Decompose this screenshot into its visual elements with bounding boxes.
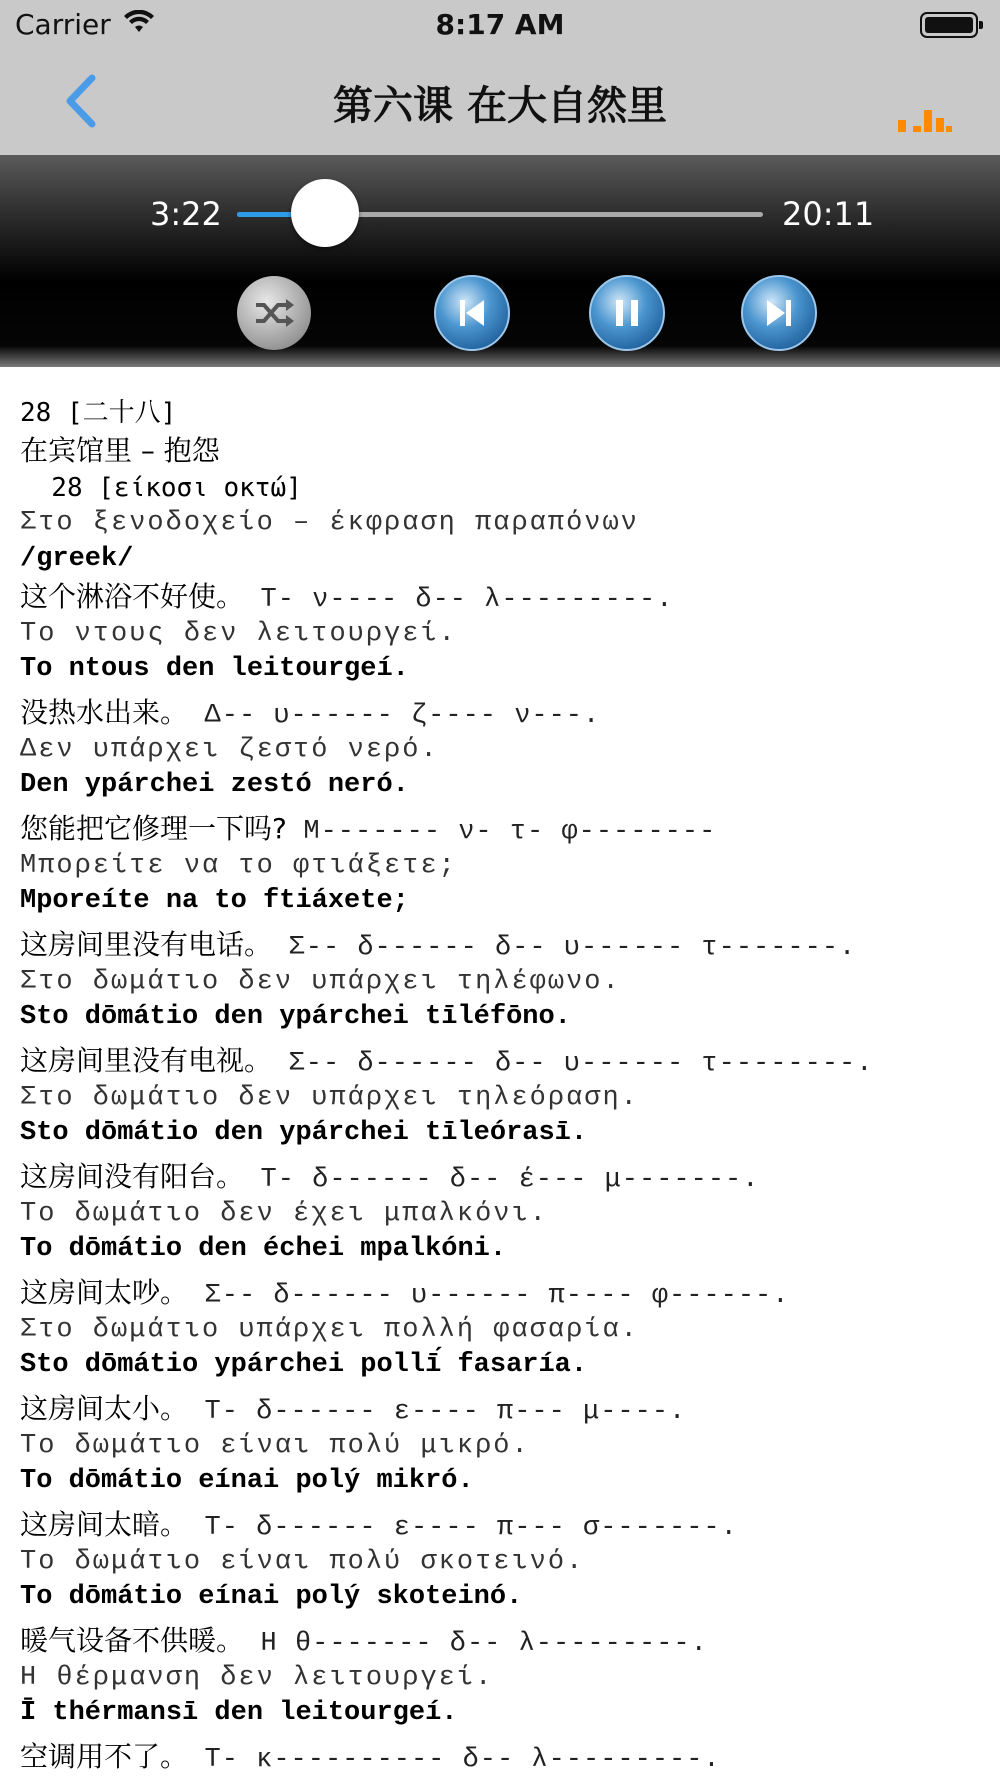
sentence-hint: Τ- κ---------- δ-- λ---------. bbox=[204, 1745, 721, 1775]
sentence-latin: To ntous den leitourgeí. bbox=[20, 654, 409, 684]
previous-button[interactable] bbox=[434, 275, 510, 351]
sentence-latin: To dōmátio eínai polý skoteinó. bbox=[20, 1582, 523, 1612]
sentence-chinese: 您能把它修理一下吗? bbox=[20, 812, 287, 845]
sentence-block bbox=[20, 1737, 990, 1777]
sentence-block bbox=[20, 693, 990, 809]
lesson-text bbox=[20, 394, 990, 1777]
elapsed-time: 3:22 bbox=[150, 195, 222, 233]
sentence-latin: Sto dōmátio den ypárchei tīléfōno. bbox=[20, 1002, 571, 1032]
sentence-latin: Ī thérmansī den leitourgeí. bbox=[20, 1698, 458, 1728]
sentence-latin: Den ypárchei zestó neró. bbox=[20, 770, 409, 800]
script-label: /greek/ bbox=[20, 544, 134, 574]
slider-thumb[interactable] bbox=[291, 179, 359, 247]
sentence-row bbox=[20, 1389, 990, 1429]
sentence-chinese: 暖气设备不供暖。 bbox=[20, 1624, 245, 1657]
sentence-greek: Στο δωμάτιο δεν υπάρχει τηλεόραση. bbox=[20, 1083, 639, 1113]
sentence-chinese: 这房间太吵。 bbox=[20, 1276, 189, 1309]
sentence-greek: Στο δωμάτιο υπάρχει πολλή φασαρία. bbox=[20, 1315, 639, 1345]
sentence-latin: Mporeíte na to ftiáxete; bbox=[20, 886, 409, 916]
sentence-row bbox=[20, 1157, 990, 1197]
sentence-hint: Μ------- ν- τ- φ-------- bbox=[303, 817, 717, 847]
sentence-greek: Μπορείτε να το φτιάξετε; bbox=[20, 851, 457, 881]
sentence-row bbox=[20, 577, 990, 617]
sentence-chinese: 这房间里没有电话。 bbox=[20, 928, 273, 961]
sentence-hint: Σ-- δ------ δ-- υ------ τ-------. bbox=[288, 933, 857, 963]
lesson-number-greek: 28 [είκοσι οκτώ] bbox=[20, 473, 302, 503]
top-bar bbox=[0, 0, 1000, 155]
page-title: 第六课 在大自然里 bbox=[333, 83, 667, 129]
sentence-row bbox=[20, 925, 990, 965]
sentence-latin: To dōmátio eínai polý mikró. bbox=[20, 1466, 474, 1496]
audio-player bbox=[0, 155, 1000, 367]
sentence-block bbox=[20, 1389, 990, 1505]
sentence-block bbox=[20, 925, 990, 1041]
lesson-title-greek: Στο ξενοδοχείο – έκφραση παραπόνων bbox=[20, 508, 639, 538]
sentence-chinese: 这房间太小。 bbox=[20, 1392, 189, 1425]
sentence-greek: Το δωμάτιο δεν έχει μπαλκόνι. bbox=[20, 1199, 548, 1229]
sentence-block bbox=[20, 1041, 990, 1157]
skip-previous-icon bbox=[434, 275, 510, 351]
sentence-hint: Σ-- δ------ δ-- υ------ τ--------. bbox=[288, 1049, 874, 1079]
sentence-hint: Τ- ν---- δ-- λ---------. bbox=[260, 585, 674, 615]
sentence-chinese: 这房间没有阳台。 bbox=[20, 1160, 245, 1193]
sentence-greek: Το δωμάτιο είναι πολύ σκοτεινό. bbox=[20, 1547, 585, 1577]
sentence-row bbox=[20, 1041, 990, 1081]
sentence-block bbox=[20, 577, 990, 693]
skip-next-icon bbox=[741, 275, 817, 351]
pause-icon bbox=[589, 275, 665, 351]
carrier-label: Carrier bbox=[15, 8, 111, 41]
sentence-latin: To dōmátio den échei mpalkóni. bbox=[20, 1234, 507, 1264]
sentence-hint: Σ-- δ------ υ------ π---- φ------. bbox=[204, 1281, 790, 1311]
sentence-block bbox=[20, 1505, 990, 1621]
sentence-hint: Τ- δ------ ε---- π--- σ-------. bbox=[204, 1513, 738, 1543]
sentence-greek: Δεν υπάρχει ζεστό νερό. bbox=[20, 735, 439, 765]
pause-button[interactable] bbox=[589, 275, 665, 351]
sentence-greek: Η θέρμανση δεν λειτουργεί. bbox=[20, 1663, 494, 1693]
sentence-row bbox=[20, 1273, 990, 1313]
lesson-title-zh: 在宾馆里 – 抱怨 bbox=[20, 434, 220, 467]
sentence-chinese: 这个淋浴不好使。 bbox=[20, 580, 245, 613]
equalizer-icon[interactable] bbox=[896, 104, 952, 132]
sentence-row bbox=[20, 1505, 990, 1545]
next-button[interactable] bbox=[741, 275, 817, 351]
battery-icon bbox=[920, 12, 978, 38]
sentence-latin: Sto dōmátio den ypárchei tīleórasī. bbox=[20, 1118, 588, 1148]
sentence-chinese: 这房间里没有电视。 bbox=[20, 1044, 273, 1077]
status-time: 8:17 AM bbox=[435, 8, 565, 41]
sentence-chinese: 这房间太暗。 bbox=[20, 1508, 189, 1541]
sentence-hint: Η θ------- δ-- λ---------. bbox=[260, 1629, 708, 1659]
sentence-row bbox=[20, 1737, 990, 1777]
sentence-hint: Τ- δ------ δ-- έ--- μ-------. bbox=[260, 1165, 760, 1195]
status-bar bbox=[0, 0, 1000, 50]
sentence-row bbox=[20, 693, 990, 733]
sentence-latin: Sto dōmátio ypárchei pollī́ fasaría. bbox=[20, 1350, 588, 1380]
sentence-chinese: 空调用不了。 bbox=[20, 1740, 189, 1773]
shuffle-button[interactable] bbox=[236, 275, 312, 351]
shuffle-icon bbox=[236, 275, 312, 351]
sentence-row bbox=[20, 1621, 990, 1661]
sentence-block bbox=[20, 1621, 990, 1737]
sentence-chinese: 没热水出来。 bbox=[20, 696, 189, 729]
sentence-greek: Το δωμάτιο είναι πολύ μικρό. bbox=[20, 1431, 530, 1461]
sentence-block bbox=[20, 1157, 990, 1273]
sentence-greek: Το ντους δεν λειτουργεί. bbox=[20, 619, 457, 649]
lesson-number: 28 [二十八] bbox=[20, 398, 177, 428]
sentence-block bbox=[20, 1273, 990, 1389]
total-duration: 20:11 bbox=[782, 195, 875, 233]
sentence-block bbox=[20, 809, 990, 925]
sentence-row bbox=[20, 809, 990, 849]
sentence-hint: Δ-- υ------ ζ---- ν---. bbox=[204, 701, 601, 731]
sentence-hint: Τ- δ------ ε---- π--- μ----. bbox=[204, 1397, 687, 1427]
sentence-greek: Στο δωμάτιο δεν υπάρχει τηλέφωνο. bbox=[20, 967, 621, 997]
